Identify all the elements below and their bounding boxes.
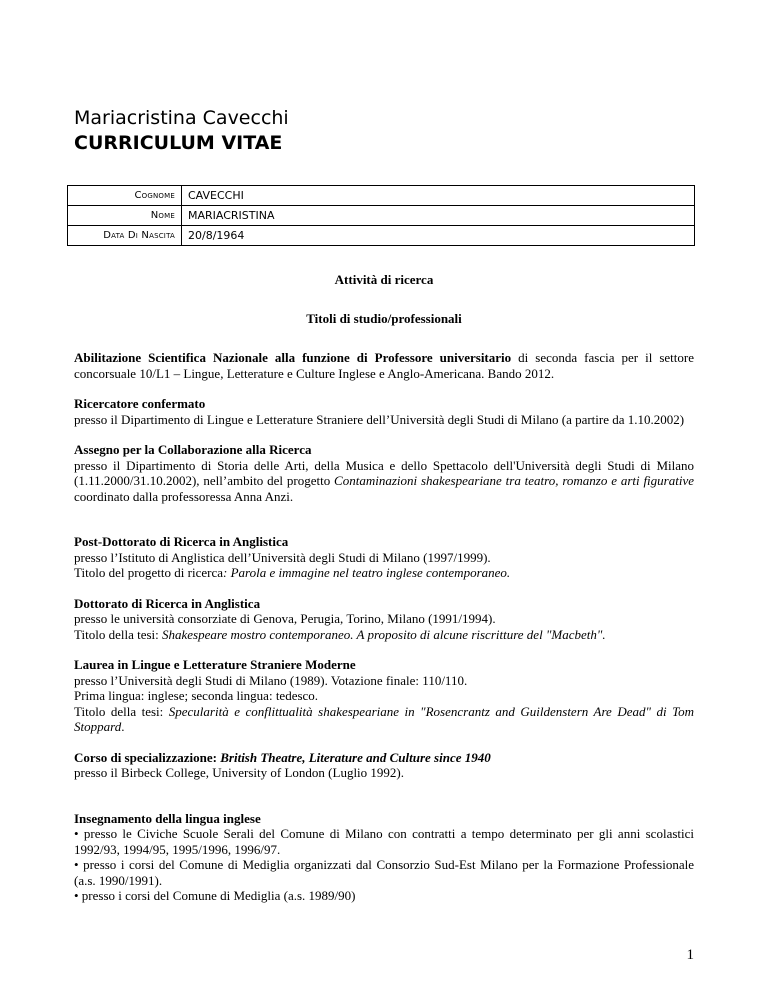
entry-title-label: Corso di specializzazione: bbox=[74, 749, 221, 765]
info-row-surname bbox=[68, 186, 695, 206]
info-label: Nome bbox=[68, 206, 182, 226]
entry-text: presso l’Università degli Studi di Milano (1989). Votazione finale: 110/110. bbox=[74, 672, 468, 688]
list-item: • presso i corsi del Comune di Mediglia organizzati dal Consorzio Sud-Est Milano per la Formazione Professionale (a.s. 1990/1991). bbox=[74, 857, 694, 888]
entry-title: Laurea in Lingue e Letterature Straniere Moderne bbox=[74, 657, 356, 672]
entry-text-end: . bbox=[121, 719, 125, 734]
entry-corso bbox=[74, 750, 694, 781]
thesis-title: Shakespeare mostro contemporaneo. A proposito di alcune riscritture del "Macbeth". bbox=[162, 626, 606, 642]
info-row-name bbox=[68, 206, 695, 226]
list-item: • presso i corsi del Comune di Mediglia (a.s. 1989/90) bbox=[74, 888, 356, 903]
info-value: CAVECCHI bbox=[182, 186, 695, 206]
entry-postdoc bbox=[74, 534, 694, 581]
section-heading-titles: Titoli di studio/professionali bbox=[306, 310, 462, 326]
personal-info-table bbox=[67, 185, 695, 246]
entry-title: Dottorato di Ricerca in Anglistica bbox=[74, 595, 261, 611]
cv-header bbox=[74, 106, 289, 156]
info-value: 20/8/1964 bbox=[182, 226, 695, 246]
cv-body bbox=[74, 272, 694, 904]
person-name: Mariacristina Cavecchi bbox=[74, 107, 289, 129]
entry-text bbox=[74, 565, 694, 581]
info-row-birthdate bbox=[68, 226, 695, 246]
entry-label: Titolo della tesi: bbox=[74, 703, 169, 719]
entry-assegno bbox=[74, 442, 694, 504]
entry-text: presso il Birbeck College, University of London (Luglio 1992). bbox=[74, 765, 405, 780]
course-title: British Theatre, Literature and Culture since 1940 bbox=[220, 749, 491, 765]
entry-label: Titolo del progetto di ricerca bbox=[74, 565, 223, 580]
list-item: • presso le Civiche Scuole Serali del Comune di Milano con contratti a tempo determinato per gli anni scolastici 1992/93, 1994/95, 1995/1996, 1996/97. bbox=[74, 826, 694, 857]
entry-title: Assegno per la Collaborazione alla Ricerca bbox=[74, 442, 312, 457]
entry-title bbox=[74, 750, 694, 766]
entry-title: Abilitazione Scientifica Nazionale alla funzione di Professore universitario bbox=[74, 350, 512, 365]
entry-abilitazione bbox=[74, 350, 694, 381]
entry-label: Titolo della tesi: bbox=[74, 626, 162, 642]
project-title: Contaminazioni shakespeariane tra teatro, romanzo e arti figurative bbox=[334, 473, 694, 488]
section-heading-research: Attività di ricerca bbox=[334, 272, 434, 287]
entry-insegnamento bbox=[74, 811, 694, 904]
entry-text: presso il Dipartimento di Lingue e Letterature Straniere dell’Università degli Studi di Milano (a partire da 1.10.2002) bbox=[74, 411, 685, 427]
entry-text bbox=[74, 458, 694, 505]
entry-title: Insegnamento della lingua inglese bbox=[74, 810, 261, 826]
entry-laurea bbox=[74, 657, 694, 735]
entry-title: Post-Dottorato di Ricerca in Anglistica bbox=[74, 534, 289, 549]
entry-ricercatore bbox=[74, 396, 694, 427]
entry-dottorato bbox=[74, 596, 694, 643]
entry-text bbox=[74, 704, 694, 735]
entry-text: di seconda fascia per il settore concorsuale 10/L1 – Lingue, Letterature e Culture Inglese e Anglo-Americana. Bando 2012. bbox=[74, 350, 694, 381]
entry-text bbox=[74, 627, 694, 643]
page-number: 1 bbox=[686, 947, 694, 963]
info-label: Cognome bbox=[68, 186, 182, 206]
info-label: Data Di Nascita bbox=[68, 226, 182, 246]
thesis-title: Specularità e conflittualità shakespeariane in "Rosencrantz and Guildenstern Are Dead" di Tom Stoppard bbox=[74, 703, 694, 734]
entry-text-a: presso il Dipartimento di Storia delle Arti, della Musica e dello Spettacolo dell'Università degli Studi di Milano (1.11.2000/31.10.2002), nell’ambito del progetto bbox=[74, 457, 694, 488]
info-value: MARIACRISTINA bbox=[182, 206, 695, 226]
entry-text: presso l’Istituto di Anglistica dell’Università degli Studi di Milano (1997/1999). bbox=[74, 549, 491, 565]
entry-text: presso le università consorziate di Genova, Perugia, Torino, Milano (1991/1994). bbox=[74, 611, 496, 626]
project-title: : Parola e immagine nel teatro inglese contemporaneo. bbox=[223, 565, 511, 580]
entry-text-b: coordinato dalla professoressa Anna Anzi. bbox=[74, 488, 294, 504]
entry-text: Prima lingua: inglese; seconda lingua: tedesco. bbox=[74, 688, 319, 703]
entry-title: Ricercatore confermato bbox=[74, 396, 206, 411]
cv-title: CURRICULUM VITAE bbox=[74, 132, 283, 154]
